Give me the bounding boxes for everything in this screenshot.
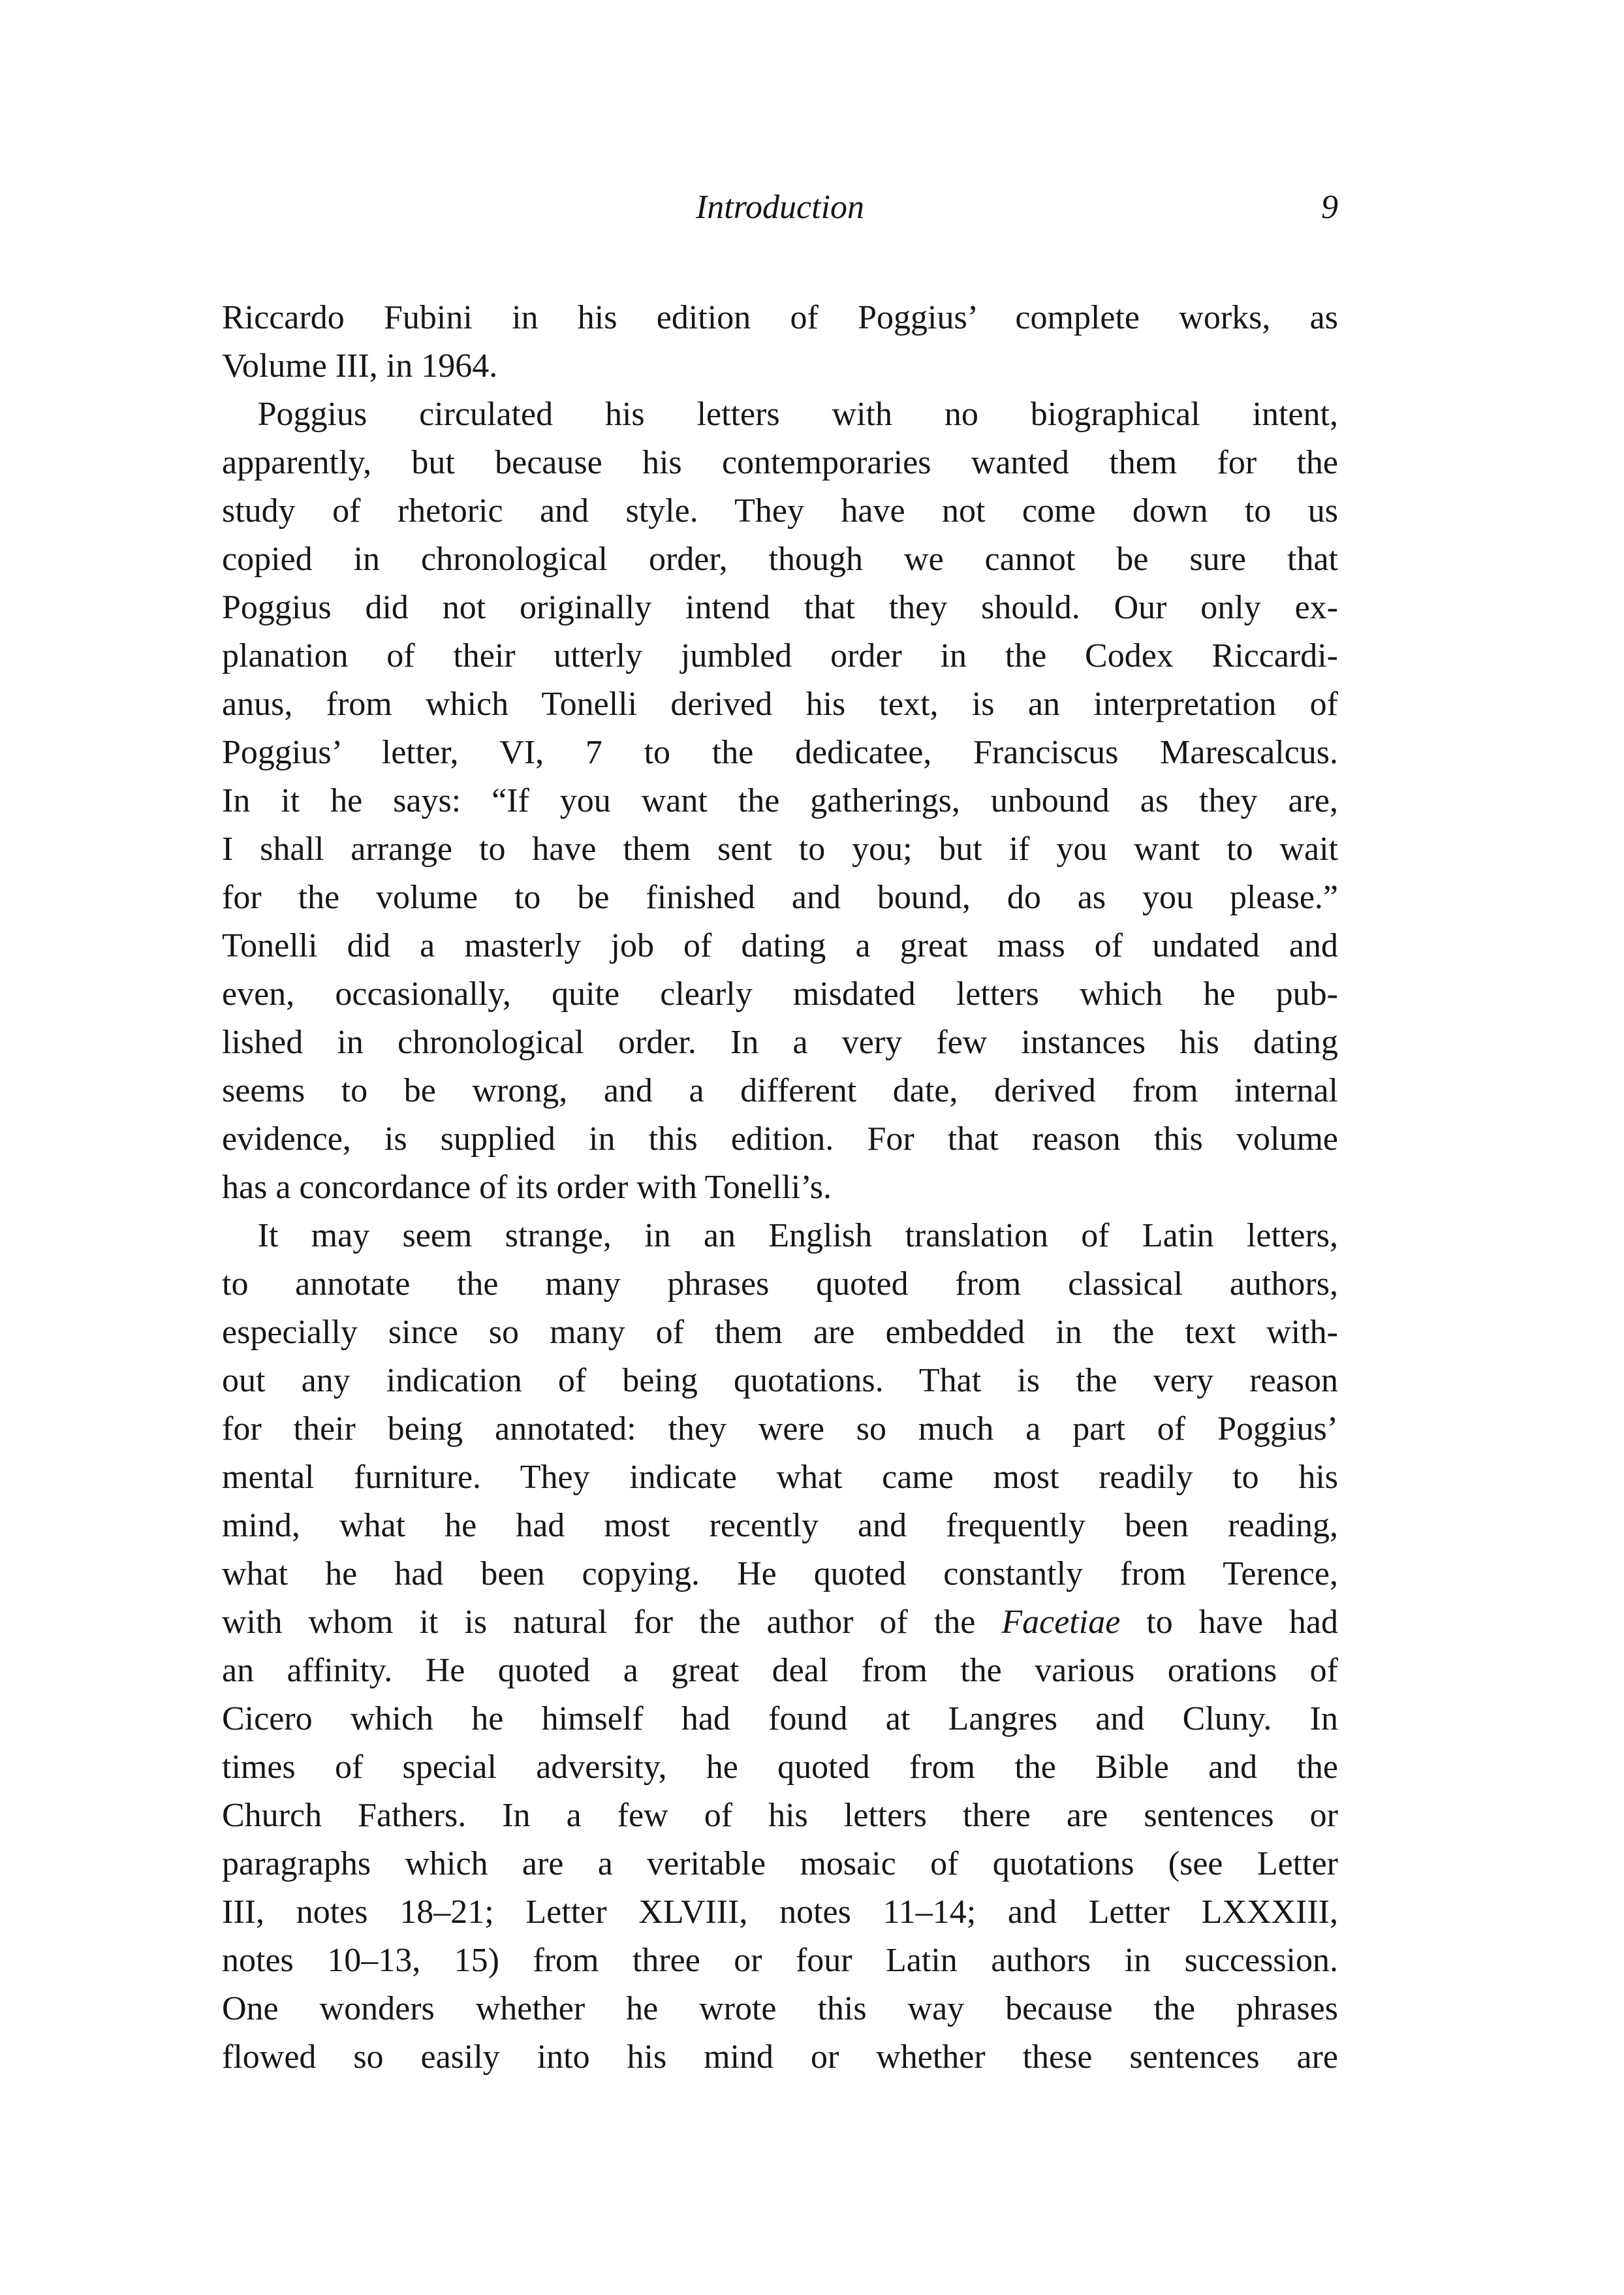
- text-line: what he had been copying. He quoted constantly from Terence,: [222, 1555, 1338, 1592]
- text-line: Poggius circulated his letters with no biographical intent,: [257, 396, 1338, 433]
- text-line: out any indication of being quotations. That is the very reason: [222, 1362, 1338, 1399]
- text-line: flowed so easily into his mind or whether these sentences are: [222, 2038, 1338, 2076]
- text-line: planation of their utterly jumbled order in the Codex Riccardi-: [222, 637, 1338, 674]
- text-line: III, notes 18–21; Letter XLVIII, notes 11–14; and Letter LXXXIII,: [222, 1893, 1338, 1931]
- text-line: study of rhetoric and style. They have not come down to us: [222, 492, 1338, 530]
- text-line: for their being annotated: they were so much a part of Poggius’: [222, 1410, 1338, 1448]
- text-line: for the volume to be finished and bound, do as you please.”: [222, 879, 1338, 916]
- running-head: [222, 182, 1338, 234]
- text-line: evidence, is supplied in this edition. For that reason this volume: [222, 1120, 1338, 1158]
- text-line: Poggius’ letter, VI, 7 to the dedicatee, Franciscus Marescalcus.: [222, 734, 1338, 771]
- text-line: mental furniture. They indicate what came most readily to his: [222, 1459, 1338, 1496]
- text-line: [222, 1598, 1338, 1647]
- text-line: has a concordance of its order with Tonelli’s.: [222, 1169, 832, 1206]
- text-line: Cicero which he himself had found at Langres and Cluny. In: [222, 1700, 1338, 1737]
- text-line: to annotate the many phrases quoted from classical authors,: [222, 1265, 1338, 1303]
- text-line: even, occasionally, quite clearly misdated letters which he pub-: [222, 975, 1338, 1013]
- text-line: paragraphs which are a veritable mosaic of quotations (see Letter: [222, 1845, 1338, 1882]
- text-line: It may seem strange, in an English translation of Latin letters,: [257, 1217, 1338, 1254]
- text-segment: to have had: [1120, 1604, 1338, 1641]
- text-line: mind, what he had most recently and frequently been reading,: [222, 1507, 1338, 1544]
- text-line: times of special adversity, he quoted from the Bible and the: [222, 1749, 1338, 1786]
- running-title: Introduction: [695, 189, 865, 226]
- text-line: Poggius did not originally intend that they should. Our only ex-: [222, 589, 1338, 626]
- text-line: Tonelli did a masterly job of dating a great mass of undated and: [222, 927, 1338, 964]
- text-line: seems to be wrong, and a different date, derived from internal: [222, 1072, 1338, 1109]
- text-line: an affinity. He quoted a great deal from the various orations of: [222, 1652, 1338, 1689]
- text-line: apparently, but because his contemporaries wanted them for the: [222, 444, 1338, 481]
- text-line: Riccardo Fubini in his edition of Poggius’ complete works, as: [222, 299, 1338, 336]
- text-line: Volume III, in 1964.: [222, 347, 498, 385]
- text-line: copied in chronological order, though we cannot be sure that: [222, 541, 1338, 578]
- text-line: lished in chronological order. In a very few instances his dating: [222, 1024, 1338, 1061]
- page-number: 9: [1321, 189, 1338, 226]
- text-line: especially since so many of them are embedded in the text with-: [222, 1314, 1338, 1351]
- body-text: [222, 294, 1338, 2081]
- text-line: One wonders whether he wrote this way because the phrases: [222, 1990, 1338, 2027]
- text-line: notes 10–13, 15) from three or four Latin authors in succession.: [222, 1942, 1338, 1979]
- text-segment: with whom it is natural for the author of the: [222, 1604, 1002, 1641]
- italic-title: Facetiae: [1001, 1604, 1121, 1641]
- text-line: I shall arrange to have them sent to you; but if you want to wait: [222, 831, 1338, 868]
- text-line: anus, from which Tonelli derived his text, is an interpretation of: [222, 686, 1338, 723]
- text-line: Church Fathers. In a few of his letters there are sentences or: [222, 1797, 1338, 1834]
- text-line: In it he says: “If you want the gatherings, unbound as they are,: [222, 782, 1338, 819]
